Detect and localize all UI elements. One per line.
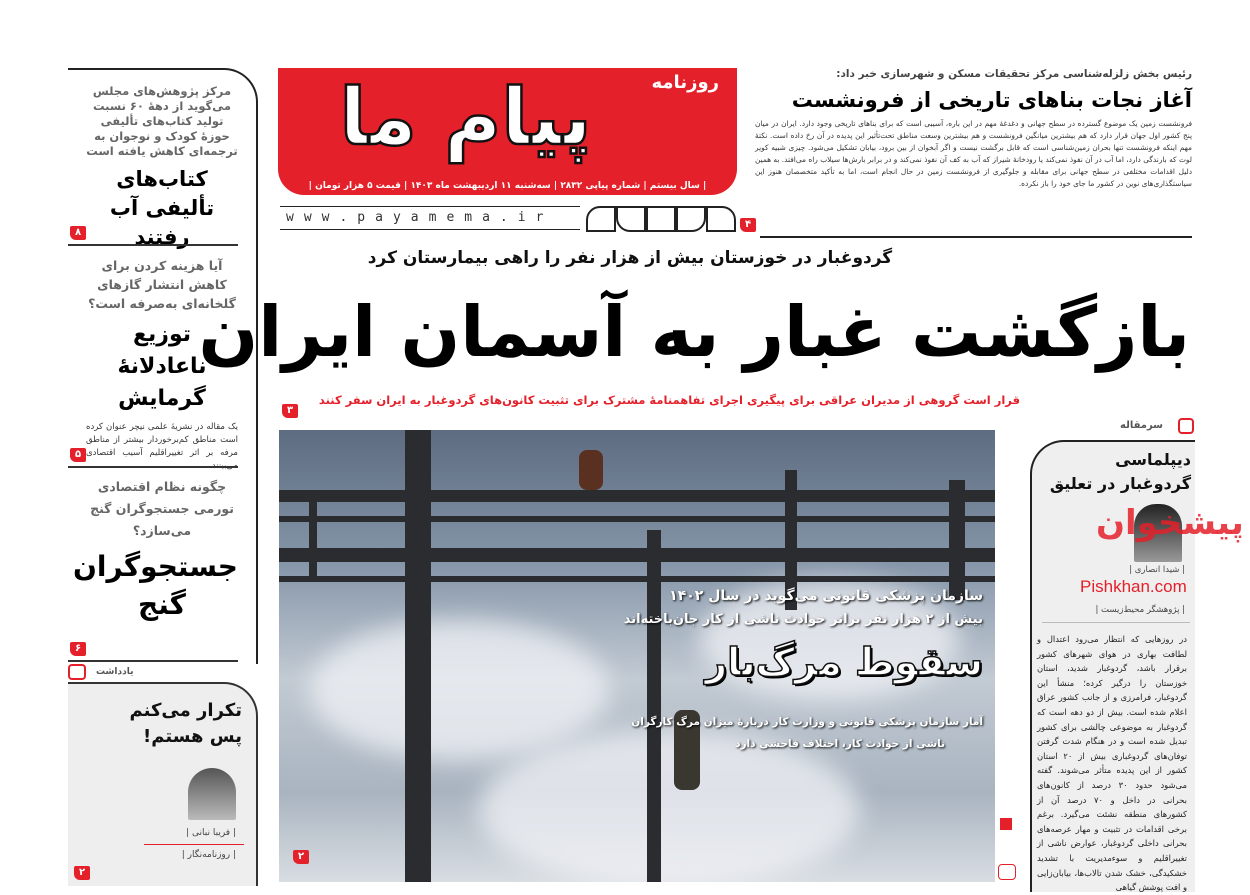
note-icon xyxy=(68,664,86,680)
divider xyxy=(68,466,238,468)
logo-shape xyxy=(706,206,736,232)
logo-shape xyxy=(676,206,706,232)
note-section-label: یادداشت xyxy=(96,667,134,677)
newspaper-logo: پیام ما xyxy=(339,73,592,163)
divider xyxy=(760,236,1192,238)
divider xyxy=(68,660,238,662)
website-url[interactable]: www.payamema.ir xyxy=(280,206,580,230)
divider xyxy=(1042,622,1190,623)
left-story-books[interactable]: مرکز پژوهش‌های مجلس می‌گوید از دههٔ ۶۰ نسبت تولید کتاب‌های تألیفی حوزهٔ کودک و نوجوان به ترجمه‌ای کاهش یافته است کتاب‌های تألیفی آب رفتند xyxy=(86,84,238,249)
watermark-logo: پیشخوان xyxy=(1096,503,1244,543)
page-badge: ۴ xyxy=(740,218,756,232)
camera-icon xyxy=(998,864,1016,880)
logo-shape xyxy=(646,206,676,232)
masthead-prefix: روزنامه xyxy=(651,72,719,93)
page-badge: ۸ xyxy=(70,226,86,240)
lead-headline[interactable]: بازگشت غبار به آسمان ایران xyxy=(198,291,1190,373)
share-icon xyxy=(1000,818,1012,830)
page-badge: ۲ xyxy=(293,850,309,864)
editorial-box[interactable]: دیپلماسی گردوغبار در تعلیق | شیدا انصاری | | پژوهشگر محیط‌زیست | در روزهایی که انتظار می‌رود اعتدال و لطافت بهاری در هوای شهرهای کشور برقرار باشد، گردوغبار شدید، استان خوزستان را درگیر کرده؛ منشأ این گردوغبار، فرامرزی و از جانب کشور عراق اعلام شده است. بیش از دو دهه است که گردوغبار به موضوعی چالشی برای کشور تبدیل شده است و در هنگام شدت گرفتن توفان‌های گردوغباری بیش از ۲۰ استان کشور از این پدیده متأثر می‌شوند. گفته می‌شود حدود ۳۰ درصد از کانون‌های بحرانی در داخل و ۷۰ درصد آن از کشورهای منطقه نشئت می‌گیرد. برغم برخی اقدامات در تثبیت و مهار عرصه‌های بحرانی داخلی گردوغبار، عوارض ناشی از تغییراقلیم و سوءمدیریت با تشدید خشکیدگی، خشک شدن تالاب‌ها، بیابان‌زایی و افت پوشش گیاهی xyxy=(1030,440,1195,892)
lead-subhead: گردوغبار در خوزستان بیش از هزار نفر را راهی بیمارستان کرد xyxy=(367,248,893,268)
left-story-treasure[interactable]: چگونه نظام اقتصادی تورمی جستجوگران گنج می‌سازد؟ جستجوگران گنج xyxy=(72,479,238,621)
page-badge: ۶ xyxy=(70,642,86,656)
page-badge: ۳ xyxy=(282,404,298,418)
logo-shape xyxy=(616,206,646,232)
masthead xyxy=(278,68,737,195)
page-badge: ۵ xyxy=(70,448,86,462)
editorial-icon xyxy=(1178,418,1194,434)
page-badge: ۲ xyxy=(74,866,90,880)
worker-figure xyxy=(579,450,603,490)
divider xyxy=(68,244,238,246)
author-photo xyxy=(188,768,236,820)
lead-photo[interactable]: سازمان پزشکی قانونی می‌گوید در سال ۱۴۰۲ بیش از ۲ هزار نفر براثر حوادث ناشی از کار جان‌باخته‌اند سقوط مرگ‌بار آمار سازمان پزشکی قانونی و وزارت کار دربارهٔ میزان مرگ کارگران ناشی از حوادث کار، اختلاف فاحشی دارد ۲ xyxy=(279,430,995,882)
divider xyxy=(144,844,244,845)
lead-kicker: قرار است گروهی از مدیران عراقی برای پیگیری اجرای تفاهمنامهٔ مشترک برای تثبیت کانون‌های گردوغبار به ایران سفر کنند xyxy=(318,393,1020,407)
left-story-warming[interactable]: آیا هزینه کردن برای کاهش انتشار گازهای گلخانه‌ای به‌صرفه است؟ توزیع ناعادلانهٔ گرمایش یک مقاله در نشریهٔ علمی نیچر عنوان کرده است مناطق کم‌برخوردار بیشتر از مناطق مرفه بر اثر تغییراقلیم آسیب اقتصادی می‌بینند xyxy=(86,258,238,471)
editorial-section-label: سرمقاله xyxy=(1120,420,1164,431)
note-box[interactable]: تکرار می‌کنم پس هستم! | فریبا نبانی | | روزنامه‌نگار | ۲ xyxy=(68,682,258,886)
logo-shape xyxy=(586,206,616,232)
issue-info: | سال بیستم | شماره پیاپی ۲۸۳۲ | سه‌شنبه ۱۱ اردیبهشت ماه ۱۴۰۳ | قیمت ۵ هزار تومان | xyxy=(308,181,707,191)
top-story[interactable]: رئیس بخش زلزله‌شناسی مرکز تحقیقات مسکن و شهرسازی خبر داد: آغاز نجات بناهای تاریخی از فرونشست فرونشست زمین یک موضوع گسترده در سطح جهانی و دغدغهٔ مهم در این باره، آسیبی است که برای بناهای تاریخی وجود دارد. ایران در میان پنج کشور اول جهان قرار دارد که هم بیشترین میانگین فرونشست و هم بیشترین وسعت مناطق تحت‌تأثیر این پدیده در آن رخ داده است. نکتهٔ مهم اینکه فرونشست تنها بحران زمین‌شناسی است که قابل برگشت نیست و اگر آبخوان از بین برود، بیابان تشکیل می‌شود. چیزی شبیه کویر لوت که بارندگی دارد، اما آب در آن نفوذ نمی‌کند یا رودخانهٔ شیراز که آب به کف آن نفوذ نمی‌کند و در برابر بارش‌ها سیلاب راه می‌افتد. به همین دلیل اقدامات مختلفی در سطح جهانی برای مقابله و جلوگیری از فرونشست زمین در حال انجام است، اما به تأکید متخصصان هنوز این سیاستگذاری‌های نوین در کشور ما جای خود را باز نکرده. xyxy=(755,68,1192,188)
watermark-url: Pishkhan.com xyxy=(1080,577,1187,596)
